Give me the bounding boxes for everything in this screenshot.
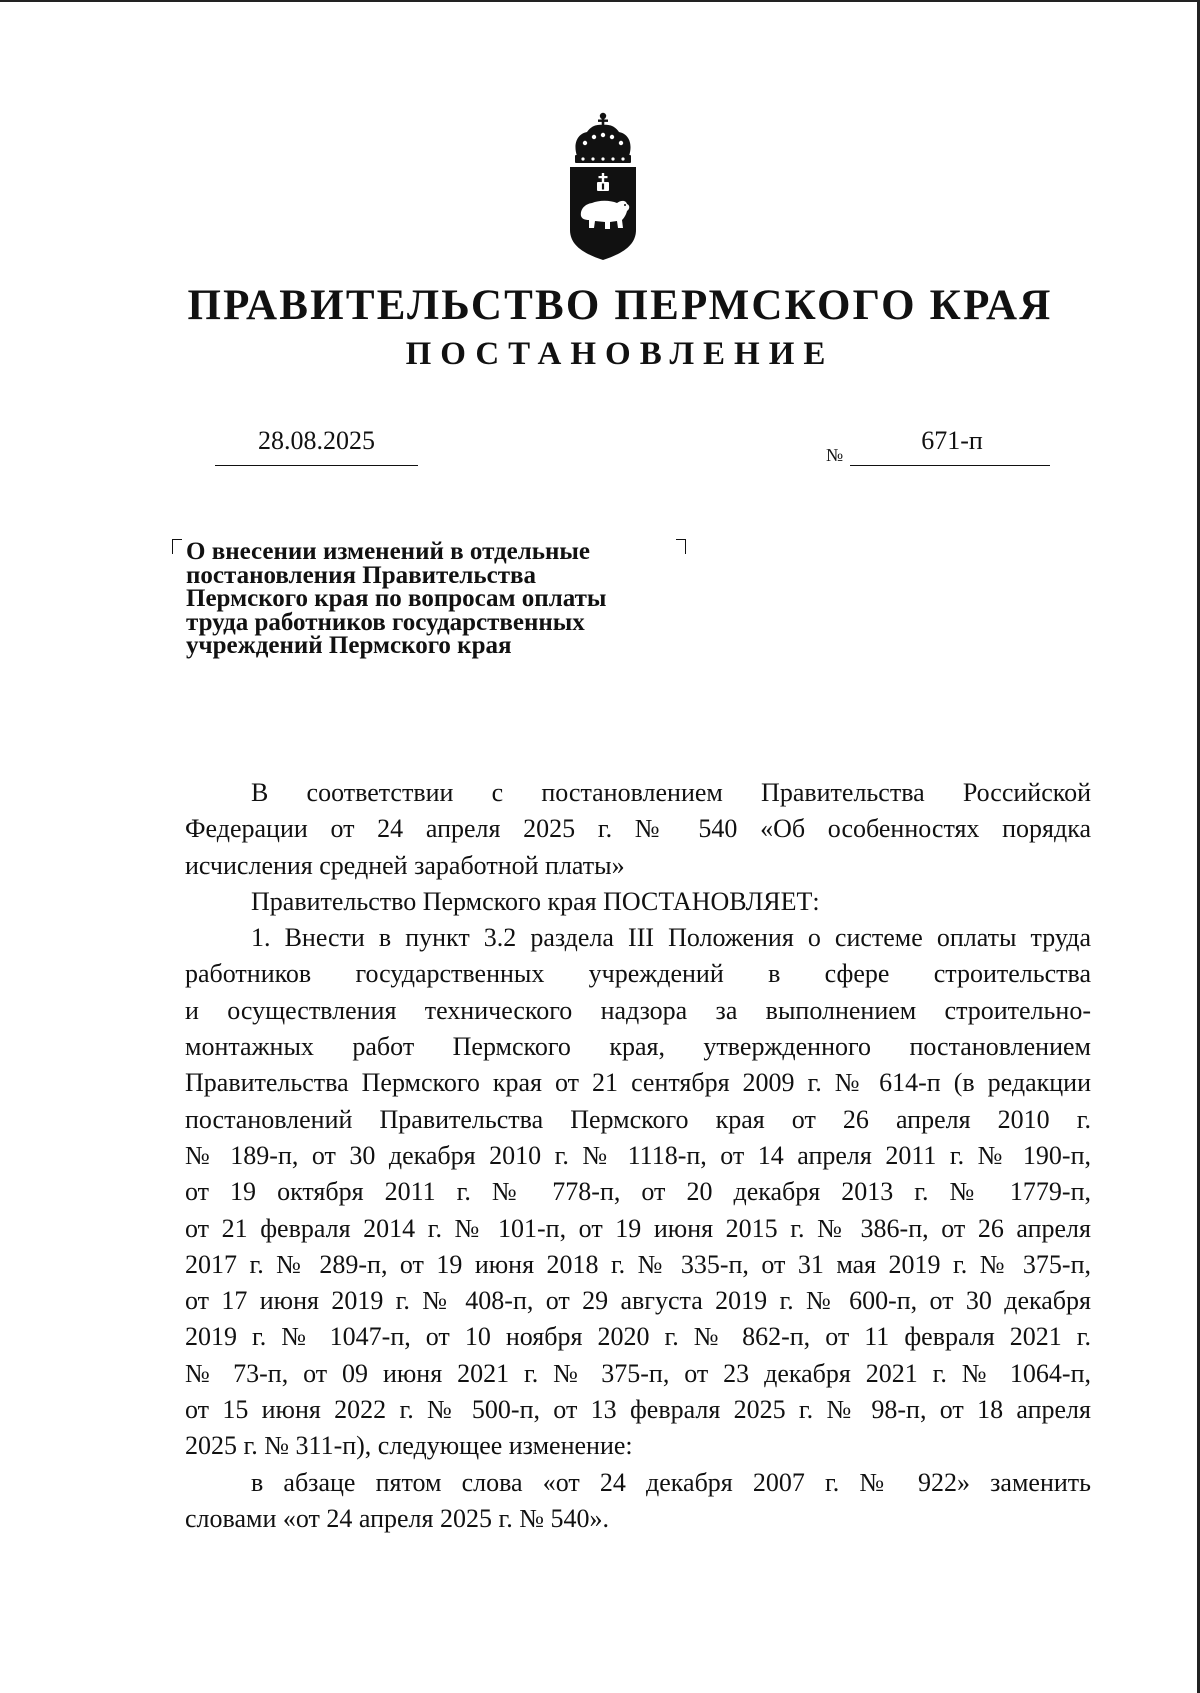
document-number: 671-п [921, 426, 983, 455]
document-subject [186, 540, 706, 658]
organization-title: ПРАВИТЕЛЬСТВО ПЕРМСКОГО КРАЯ [187, 282, 1053, 329]
text-line: Федерации от 24 апреля 2025 г. № 540 «Об особенностях порядка [185, 814, 1091, 844]
text-line: 2019 г. № 1047-п, от 10 ноября 2020 г. № 862-п, от 11 февраля 2021 г. [185, 1322, 1091, 1352]
document-body [185, 775, 1091, 1537]
text-line: в абзаце пятом слова «от 24 декабря 2007 г. № 922» заменить [251, 1467, 1091, 1497]
text-line: 1. Внести в пункт 3.2 раздела III Положения о системе оплаты труда [251, 923, 1091, 953]
text-line: от 17 июня 2019 г. № 408-п, от 29 августа 2019 г. № 600-п, от 30 декабря [185, 1286, 1091, 1316]
subject-line: Пермского края по вопросам оплаты [186, 585, 607, 612]
subject-line: учреждений Пермского края [186, 632, 512, 659]
text-line: Правительство Пермского края ПОСТАНОВЛЯЕТ: [251, 886, 820, 916]
number-sign: № [826, 445, 844, 465]
document-date: 28.08.2025 [258, 426, 375, 455]
text-line: № 73-п, от 09 июня 2021 г. № 375-п, от 23 декабря 2021 г. № 1064-п, [185, 1358, 1091, 1388]
subject-line: постановления Правительства [186, 561, 536, 589]
paragraph-item-1 [185, 920, 1091, 1464]
text-line: исчисления средней заработной платы» [185, 850, 625, 880]
text-line: Правительства Пермского края от 21 сентября 2009 г. № 614-п (в редакции [185, 1068, 1091, 1098]
text-line: работников государственных учреждений в сфере строительства [185, 959, 1091, 989]
perm-krai-coat-of-arms-icon [563, 112, 643, 262]
subject-line: О внесении изменений в отдельные [186, 538, 591, 565]
text-line: от 21 февраля 2014 г. № 101-п, от 19 июня 2015 г. № 386-п, от 26 апреля [185, 1213, 1091, 1243]
text-line: от 19 октября 2011 г. № 778-п, от 20 декабря 2013 г. № 1779-п, [185, 1177, 1091, 1207]
text-line: 2025 г. № 311-п), следующее изменение: [185, 1431, 633, 1461]
subject-bracket-left [172, 539, 182, 554]
text-line: от 15 июня 2022 г. № 500-п, от 13 февраля 2025 г. № 98-п, от 18 апреля [185, 1395, 1091, 1425]
paragraph-amendment [185, 1465, 1091, 1538]
document-date-field [215, 425, 418, 466]
scan-edge-top [0, 0, 1200, 2]
text-line: В соответствии с постановлением Правительства Российской [251, 778, 1091, 807]
text-line: № 189-п, от 30 декабря 2010 г. № 1118-п, от 14 апреля 2011 г. № 190-п, [185, 1140, 1091, 1170]
text-line: постановлений Правительства Пермского края от 26 апреля 2010 г. [185, 1104, 1091, 1134]
text-line: и осуществления технического надзора за выполнением строительно- [185, 995, 1091, 1025]
subject-line: труда работников государственных [186, 608, 585, 636]
text-line: монтажных работ Пермского края, утвержденного постановлением [185, 1032, 1091, 1062]
text-line: 2017 г. № 289-п, от 19 июня 2018 г. № 335-п, от 31 мая 2019 г. № 375-п, [185, 1249, 1091, 1279]
paragraph-resolves [185, 884, 1091, 920]
paragraph-preamble [185, 775, 1091, 884]
text-line: словами «от 24 апреля 2025 г. № 540». [185, 1503, 609, 1533]
document-number-field [850, 425, 1050, 466]
document-type-title: ПОСТАНОВЛЕНИЕ [405, 336, 835, 372]
